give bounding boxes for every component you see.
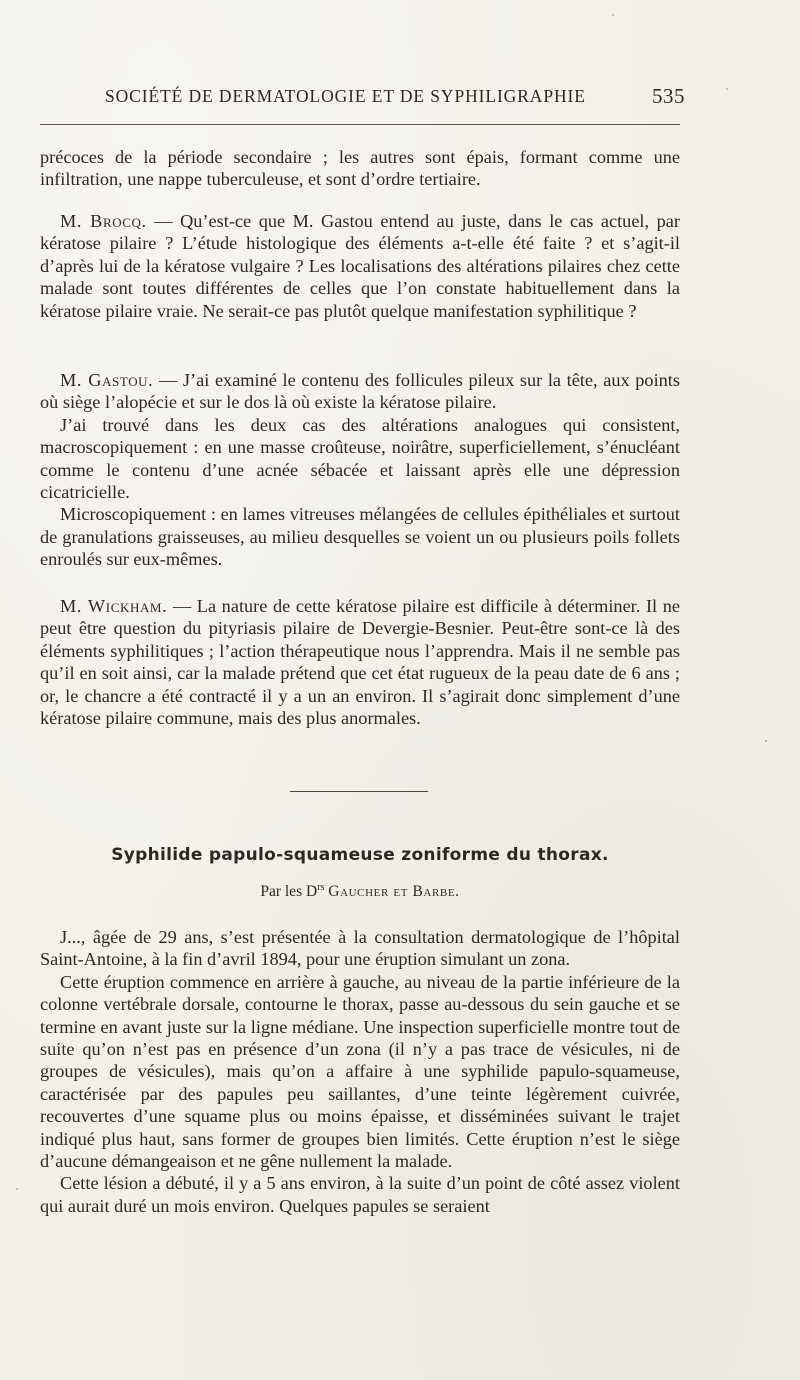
running-title: SOCIÉTÉ DE DERMATOLOGIE ET DE SYPHILIGRAPHIE	[105, 86, 586, 106]
byline-authors: Gaucher et Barbe.	[328, 883, 460, 900]
paragraph: Microscopiquement : en lames vitreuses mélangées de cellules épithéliales et surtout de granulations graisseuses, au milieu desquelles se voient un ou plusieurs poils follets enroulés sur eux-mêmes.	[40, 504, 680, 570]
speaker-name: M. Gastou.	[60, 370, 154, 390]
paragraph-text: — La nature de cette kératose pilaire est difficile à déterminer. Il ne peut être question du pityriasis pilaire de Devergie-Besnier. Peut-être sont-ce là des éléments syphilitiques ; l’action thérapeutique nous l’apprendra. Mais il ne semble pas qu’il en soit ainsi, car la malade prétend que cet état rugueux de la peau date de 6 ans ; or, le chancre a été contracté il y a un an environ. Il s’agirait donc simplement d’une kératose pilaire commune, mais des plus anormales.	[40, 596, 680, 729]
discussion-brocq	[40, 210, 680, 322]
discussion-wickham	[40, 595, 680, 729]
paragraph	[40, 595, 680, 729]
paper-speck	[612, 14, 614, 16]
section-divider	[290, 791, 428, 792]
paragraph: Cette éruption commence en arrière à gauche, au niveau de la partie inférieure de la colonne vertébrale dorsale, contourne le thorax, passe au-dessous du sein gauche et se termine en avant juste sur la ligne médiane. Une inspection superficielle montre tout de suite qu’on n’est pas en présence d’un zona (il n’y a pas trace de vésicules, ni de groupes de vésicules), mais qu’on a affaire à une syphilide papulo-squameuse, caractérisée par des papules peu saillantes, d’une teinte légèrement cuivrée, recouvertes d’une squame plus ou moins épaisse, et disséminées suivant le trajet indiqué plus haut, sans former de groupes bien limités. Cette éruption n’est le siège d’aucune démangeaison et ne gêne nullement la malade.	[40, 971, 680, 1172]
discussion-gastou	[40, 369, 680, 571]
paragraph	[40, 369, 680, 414]
continuation-block	[40, 146, 680, 191]
paragraph-text: — J’ai examiné le contenu des follicules pileux sur la tête, aux points où siège l’alopécie et sur le dos là où existe la kératose pilaire.	[40, 370, 680, 413]
article-title: Syphilide papulo-squameuse zoniforme du thorax.	[111, 845, 609, 865]
paragraph	[40, 210, 680, 322]
paragraph: J..., âgée de 29 ans, s’est présentée à la consultation dermatologique de l’hôpital Saint-Antoine, à la fin d’avril 1894, pour une éruption simulant un zona.	[40, 927, 680, 970]
page-header	[105, 84, 685, 112]
paragraph: Cette lésion a débuté, il y a 5 ans environ, à la suite d’un point de côté assez violent qui aurait duré un mois environ. Quelques papules se seraient	[40, 1173, 680, 1216]
paper-speck	[726, 88, 728, 90]
byline-prefix: Par les D	[260, 883, 318, 900]
article-body	[40, 926, 680, 1217]
paragraph: J’ai trouvé dans les deux cas des altérations analogues qui consistent, macroscopiquement : en une masse croûteuse, noirâtre, superficiellement, s’énucléant comme le contenu d’une acnée sébacée et laissant après elle une dépression cicatricielle.	[40, 414, 680, 503]
paper-speck	[16, 1188, 18, 1190]
article-byline	[40, 882, 680, 901]
header-rule	[40, 124, 680, 125]
paper-speck	[765, 740, 767, 742]
speaker-name: M. Wickham.	[60, 596, 168, 616]
byline-superscript: rs	[317, 882, 325, 893]
page-number: 535	[652, 84, 685, 108]
speaker-name: M. Brocq.	[60, 211, 147, 231]
continuation-paragraph: précoces de la période secondaire ; les autres sont épais, formant comme une infiltration, une nappe tuberculeuse, et sont d’ordre tertiaire.	[40, 147, 680, 190]
paragraph-text: — Qu’est-ce que M. Gastou entend au juste, dans le cas actuel, par kératose pilaire ? L’étude histologique des éléments a-t-elle été faite ? et s’agit-il d’après lui de la kératose vulgaire ? Les localisations des altérations pilaires chez cette malade sont toutes différentes de celles que l’on constate habituellement dans la kératose pilaire vraie. Ne serait-ce pas plutôt quelque manifestation syphilitique ?	[40, 211, 680, 321]
